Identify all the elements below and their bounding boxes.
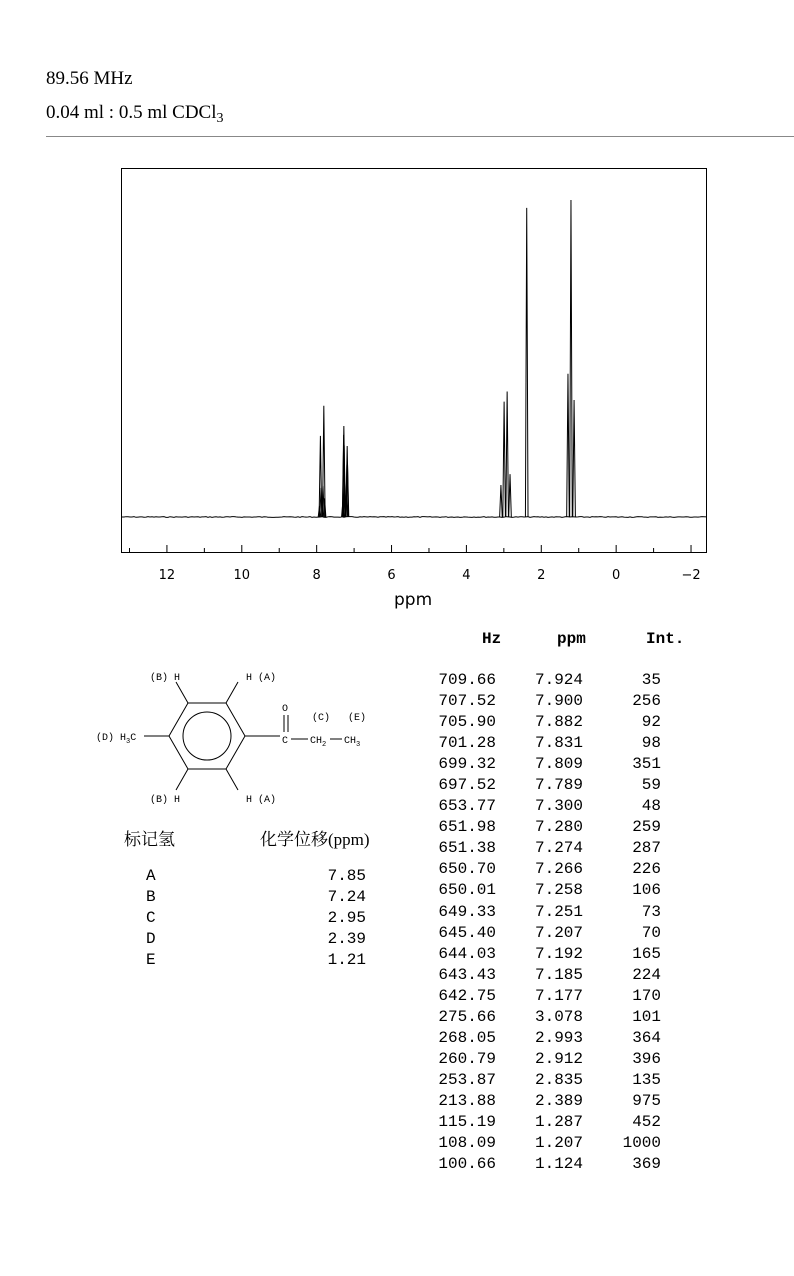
peak-row [438, 838, 710, 859]
peak-row [438, 670, 710, 691]
peak-int: 98 [641, 734, 661, 753]
peak-int: 70 [641, 923, 661, 942]
peak-hz: 645.40 [438, 923, 496, 942]
peak-ppm: 2.912 [534, 1049, 583, 1068]
label-a-bottom: H (A) [246, 795, 277, 806]
assignment-row [146, 908, 366, 929]
peak-ppm: 7.274 [534, 839, 583, 858]
peak-int: 106 [632, 881, 661, 900]
peak-hz: 709.66 [438, 671, 496, 689]
peak-int: 369 [632, 1155, 661, 1174]
peak-row [438, 1070, 710, 1091]
peak-ppm: 7.207 [534, 923, 583, 942]
assignment-shift: 2.39 [327, 930, 366, 948]
peak-hz: 650.01 [438, 881, 496, 900]
peak-row [438, 754, 710, 775]
spectrum-peak [525, 208, 528, 517]
peak-hz: 253.87 [438, 1070, 496, 1089]
x-tick-label: −2 [681, 568, 701, 583]
peak-ppm: 7.266 [534, 860, 583, 879]
peak-row [438, 712, 710, 733]
peak-row [438, 796, 710, 817]
peak-hz: 115.19 [438, 1112, 496, 1131]
label-oxygen: O [282, 704, 289, 715]
peak-row [438, 859, 710, 880]
peak-hz: 705.90 [438, 713, 496, 732]
peak-int: 165 [632, 944, 661, 963]
x-tick-label: 12 [158, 568, 176, 583]
assignment-header-label: 标记氢 [124, 830, 175, 849]
peak-row [438, 1133, 710, 1154]
peak-hz: 644.03 [438, 944, 496, 963]
peak-ppm: 7.177 [534, 986, 583, 1005]
assignment-row [146, 866, 366, 887]
peak-ppm: 1.287 [534, 1112, 583, 1131]
peak-row [438, 965, 710, 986]
spectrum-peak [567, 374, 570, 517]
peak-row [438, 986, 710, 1007]
peak-int: 224 [632, 965, 661, 984]
peak-hz: 260.79 [438, 1049, 496, 1068]
benzene-ring [169, 703, 245, 769]
peak-table [438, 670, 710, 1175]
label-tag-c: (C) [312, 713, 331, 724]
column-header-ppm: ppm [557, 630, 586, 648]
peak-int: 1000 [622, 1134, 661, 1153]
column-header-hz: Hz [482, 630, 502, 648]
column-header-int: Int. [646, 630, 685, 648]
peak-row [438, 1091, 710, 1112]
peak-ppm: 7.251 [534, 902, 583, 921]
spectrum-peaks [318, 200, 575, 517]
peak-hz: 697.52 [438, 776, 496, 795]
peak-row [438, 1154, 710, 1175]
sample-subscript: 3 [216, 111, 224, 126]
peak-row [438, 1028, 710, 1049]
label-ch2: $CH_2$ [310, 736, 327, 749]
peak-row [438, 1049, 710, 1070]
peak-hz: 642.75 [438, 986, 496, 1005]
label-carbonyl-c: C [282, 736, 289, 747]
x-axis-tick-labels [159, 568, 701, 583]
peak-hz: 108.09 [438, 1134, 496, 1153]
peak-ppm: 7.924 [534, 671, 583, 689]
assignment-label: C [146, 909, 156, 927]
peak-int: 396 [632, 1049, 661, 1068]
nmr-spectrum [0, 0, 794, 620]
assignment-shift: 2.95 [327, 909, 366, 927]
peak-int: 259 [632, 818, 661, 837]
peak-int: 287 [632, 839, 661, 858]
assignment-label: B [146, 888, 156, 906]
peak-int: 59 [641, 776, 661, 795]
label-a-top: H (A) [246, 673, 277, 684]
assignment-shift: 7.85 [327, 867, 366, 885]
peak-ppm: 7.300 [534, 797, 583, 816]
peak-int: 975 [632, 1091, 661, 1110]
x-tick-label: 2 [537, 568, 546, 583]
peak-ppm: 7.809 [534, 755, 583, 774]
peak-hz: 650.70 [438, 860, 496, 879]
peak-int: 256 [632, 692, 661, 711]
peak-ppm: 1.124 [534, 1155, 583, 1174]
assignment-header-shift: 化学位移(ppm) [260, 830, 370, 849]
assignment-shift: 1.21 [327, 951, 366, 969]
peak-row [438, 1112, 710, 1133]
peak-hz: 643.43 [438, 965, 496, 984]
x-tick-label: 10 [233, 568, 251, 583]
peak-hz: 275.66 [438, 1007, 496, 1026]
peak-ppm: 7.900 [534, 692, 583, 711]
peak-hz: 707.52 [438, 692, 496, 711]
peak-ppm: 7.882 [534, 713, 583, 732]
assignment-row [146, 929, 366, 950]
peak-hz: 100.66 [438, 1155, 496, 1174]
peak-int: 226 [632, 860, 661, 879]
label-b-bottom: (B) H [150, 795, 181, 806]
peak-int: 92 [641, 713, 661, 732]
peak-ppm: 7.185 [534, 965, 583, 984]
peak-ppm: 7.831 [534, 734, 583, 753]
peak-hz: 701.28 [438, 734, 496, 753]
peak-row [438, 944, 710, 965]
peak-row [438, 691, 710, 712]
molecule-structure [90, 660, 390, 810]
peak-int: 364 [632, 1028, 661, 1047]
peak-int: 48 [641, 797, 661, 816]
assignment-label: E [146, 951, 156, 969]
assignment-row [146, 950, 366, 971]
peak-ppm: 7.280 [534, 818, 583, 837]
peak-hz: 649.33 [438, 902, 496, 921]
peak-row [438, 775, 710, 796]
peak-int: 452 [632, 1112, 661, 1131]
peak-ppm: 7.192 [534, 944, 583, 963]
x-tick-label: 0 [612, 568, 621, 583]
peak-row [438, 902, 710, 923]
peak-ppm: 7.258 [534, 881, 583, 900]
x-axis-ticks [129, 545, 691, 552]
peak-int: 170 [632, 986, 661, 1005]
x-tick-label: 6 [387, 568, 396, 583]
peak-int: 73 [641, 902, 661, 921]
x-tick-label: 8 [312, 568, 321, 583]
label-b-top: (B) H [150, 673, 181, 684]
spectrum-baseline [122, 517, 706, 518]
peak-hz: 213.88 [438, 1091, 496, 1110]
x-axis-label: ppm [394, 590, 433, 610]
peak-int: 101 [632, 1007, 661, 1026]
spectrum-peak [570, 200, 573, 517]
label-methyl-d: (D) $H_3C$ [96, 733, 137, 746]
assignment-label: D [146, 930, 156, 948]
peak-row [438, 817, 710, 838]
peak-row [438, 1007, 710, 1028]
peak-hz: 651.98 [438, 818, 496, 837]
peak-hz: 268.05 [438, 1028, 496, 1047]
label-ch3: $CH_3$ [344, 736, 361, 749]
assignment-row [146, 887, 366, 908]
peak-int: 351 [632, 755, 661, 774]
assignment-shift: 7.24 [327, 888, 366, 906]
label-tag-e: (E) [348, 713, 367, 724]
spectrum-peak [509, 474, 512, 517]
peak-ppm: 1.207 [534, 1134, 583, 1153]
spectrum-peak [503, 402, 506, 517]
peak-hz: 653.77 [438, 797, 496, 816]
peak-ppm: 2.389 [534, 1091, 583, 1110]
peak-ppm: 7.789 [534, 776, 583, 795]
peak-int: 35 [641, 671, 661, 689]
peak-ppm: 2.835 [534, 1070, 583, 1089]
peak-ppm: 2.993 [534, 1028, 583, 1047]
assignment-label: A [146, 867, 156, 885]
peak-int: 135 [632, 1070, 661, 1089]
spectrometer-frequency: 89.56 MHz [46, 68, 133, 89]
peak-row [438, 923, 710, 944]
peak-ppm: 3.078 [534, 1007, 583, 1026]
x-tick-label: 4 [462, 568, 471, 583]
peak-row [438, 733, 710, 754]
peak-hz: 699.32 [438, 755, 496, 774]
spectrum-peak [573, 400, 576, 517]
peak-hz: 651.38 [438, 839, 496, 858]
sample-text: 0.04 ml : 0.5 ml CDCl [46, 102, 217, 123]
peak-row [438, 880, 710, 901]
assignment-table [146, 866, 366, 971]
spectrum-peak [506, 391, 509, 517]
spectrum-peak [500, 485, 503, 517]
plot-frame [122, 169, 707, 553]
